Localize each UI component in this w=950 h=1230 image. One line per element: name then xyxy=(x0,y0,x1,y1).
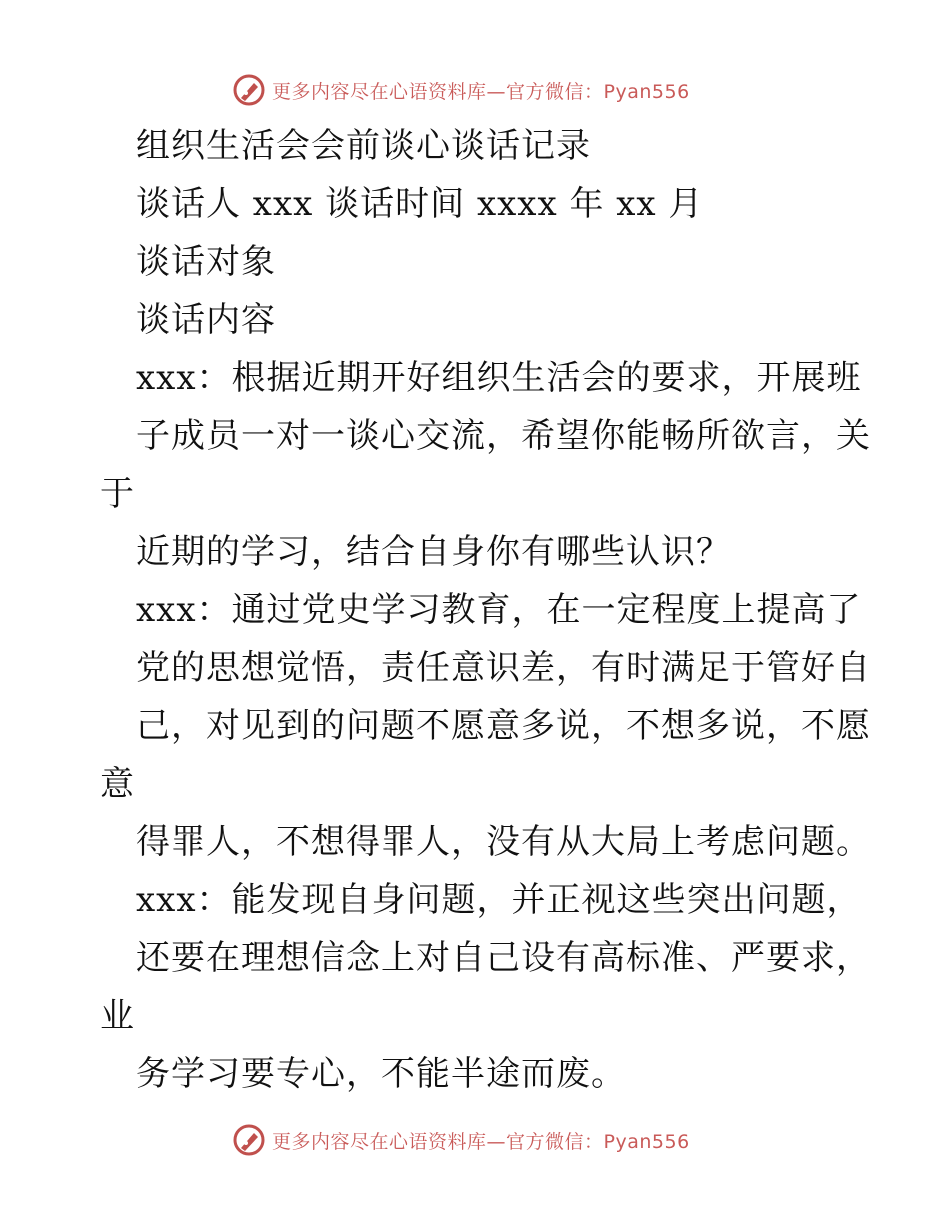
text-line: 还要在理想信念上对自己设有高标准、严要求， xyxy=(136,938,871,978)
text-line: xxx：能发现自身问题，并正视这些突出问题， xyxy=(136,880,862,920)
text-line: xxx：根据近期开好组织生活会的要求，开展班 xyxy=(136,358,862,398)
pen-nib-icon xyxy=(232,73,266,107)
watermark-footer xyxy=(232,1122,690,1158)
text-line: 意 xyxy=(100,764,135,804)
text-line: 业 xyxy=(100,996,135,1036)
text-line: 务学习要专心，不能半途而废。 xyxy=(136,1054,626,1094)
text-line: 于 xyxy=(100,474,135,514)
watermark-text: 更多内容尽在心语资料库—官方微信：Pyan556 xyxy=(272,1130,690,1153)
document-title: 组织生活会会前谈心谈话记录 xyxy=(136,126,591,166)
text-line: 党的思想觉悟，责任意识差，有时满足于管好自 xyxy=(136,648,871,688)
watermark-header xyxy=(232,72,690,108)
watermark-text: 更多内容尽在心语资料库—官方微信：Pyan556 xyxy=(272,80,690,103)
text-line: 近期的学习，结合自身你有哪些认识？ xyxy=(136,532,731,572)
text-line: 得罪人，不想得罪人，没有从大局上考虑问题。 xyxy=(136,822,871,862)
meta-line-target: 谈话对象 xyxy=(136,242,276,282)
text-line: xxx：通过党史学习教育，在一定程度上提高了 xyxy=(136,590,862,630)
pen-nib-icon xyxy=(232,1123,266,1157)
text-line: 己，对见到的问题不愿意多说，不想多说，不愿 xyxy=(136,706,871,746)
meta-line-speaker-time: 谈话人 xxx 谈话时间 xxxx 年 xx 月 xyxy=(136,184,704,224)
text-line: 子成员一对一谈心交流，希望你能畅所欲言，关 xyxy=(136,416,871,456)
meta-line-content: 谈话内容 xyxy=(136,300,276,340)
